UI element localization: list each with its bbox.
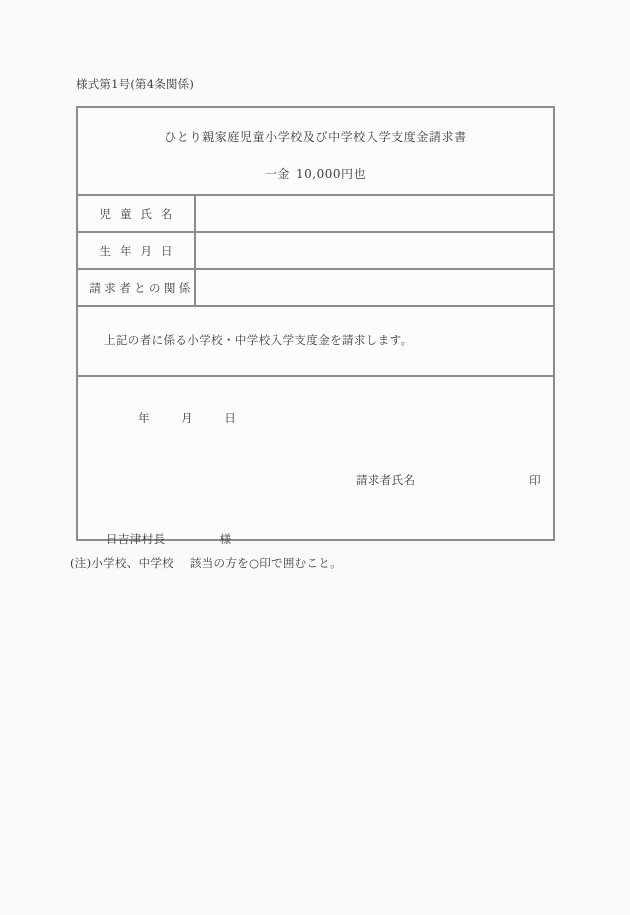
- document-title: ひとり親家庭児童小学校及び中学校入学支度金請求書: [164, 129, 467, 144]
- claimant-name-label: 請求者氏名: [356, 473, 416, 487]
- field-label-birthdate: [77, 232, 195, 269]
- field-label-text: 生年月日: [99, 243, 182, 258]
- statement-text: 上記の者に係る小学校・中学校入学支度金を請求します。: [104, 333, 413, 348]
- table-row-title: [77, 107, 554, 195]
- field-label-child-name: [77, 195, 195, 232]
- addressee-line: [106, 531, 231, 547]
- field-label-relationship: [77, 269, 195, 306]
- date-day-label: 日: [224, 411, 236, 425]
- title-cell: [77, 107, 554, 195]
- amount-value: 10,000円也: [296, 166, 367, 181]
- table-row-signature: [77, 376, 554, 540]
- amount-label: 一金: [264, 166, 290, 181]
- date-month-label: 月: [181, 411, 193, 425]
- field-label-text: 児童氏名: [99, 206, 182, 221]
- signature-cell: [77, 376, 554, 546]
- claim-form-table: [76, 106, 555, 546]
- field-value-birthdate[interactable]: [195, 232, 554, 269]
- date-year-label: 年: [138, 411, 150, 425]
- footnote-prefix: (注)小学校、中学校: [70, 556, 174, 570]
- table-row: [77, 269, 554, 306]
- form-code-label: 様式第1号(第4条関係): [76, 77, 195, 91]
- signature-row: [356, 472, 541, 488]
- field-value-child-name[interactable]: [195, 195, 554, 232]
- seal-mark-label: 印: [529, 473, 541, 487]
- statement-cell: [77, 306, 554, 376]
- amount-line: [78, 165, 553, 183]
- addressee-honorific: 様: [219, 532, 232, 546]
- addressee-name: 日吉津村長: [106, 532, 166, 546]
- field-label-text: 請求者との関係: [89, 280, 194, 295]
- date-line[interactable]: [138, 410, 236, 426]
- footnote: [70, 555, 342, 571]
- field-value-relationship[interactable]: [195, 269, 554, 306]
- table-row: [77, 195, 554, 232]
- footnote-text: 該当の方を○印で囲むこと。: [189, 556, 342, 570]
- table-row-statement: [77, 306, 554, 376]
- table-row: [77, 232, 554, 269]
